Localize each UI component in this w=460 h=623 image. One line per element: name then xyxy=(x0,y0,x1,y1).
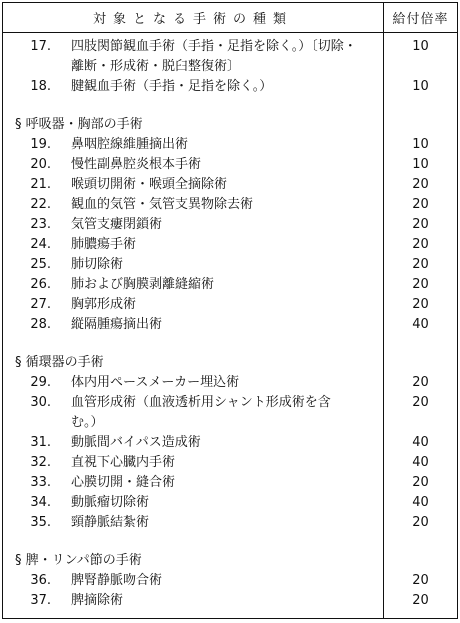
row-number: 18. xyxy=(30,79,51,94)
row-benefit-rate: 20 xyxy=(412,573,429,588)
row-description xyxy=(3,155,384,175)
row-benefit-rate: 20 xyxy=(412,395,429,410)
table-row xyxy=(3,571,457,591)
row-description xyxy=(3,433,384,453)
row-description xyxy=(3,591,384,611)
row-benefit-rate: 20 xyxy=(412,257,429,272)
table-row xyxy=(3,37,457,77)
row-label xyxy=(71,235,384,255)
row-label-line: 観血的気管・気管支異物除去術 xyxy=(71,197,254,212)
row-number: 32. xyxy=(30,455,51,470)
section-gap xyxy=(3,97,457,115)
row-label xyxy=(71,591,384,611)
row-label xyxy=(71,493,384,513)
row-benefit-rate: 10 xyxy=(412,39,429,54)
row-description xyxy=(3,473,384,493)
row-description xyxy=(3,373,384,393)
row-description xyxy=(3,275,384,295)
row-label-line: 喉頭切開術・喉頭全摘除術 xyxy=(71,177,228,192)
row-benefit-rate: 20 xyxy=(412,197,429,212)
section-title: § 呼吸器・胸部の手術 xyxy=(15,117,143,132)
row-number: 25. xyxy=(30,257,51,272)
row-label-line: 離断・形成術・脱臼整復術〕 xyxy=(71,59,241,74)
row-label-line: 肺および胸膜剥離縫縮術 xyxy=(71,277,215,292)
row-label xyxy=(71,453,384,473)
row-label-line: 四肢関節観血手術（手指・足指を除く。）〔切除・ xyxy=(71,39,357,54)
row-benefit-rate: 40 xyxy=(412,455,429,470)
row-description xyxy=(3,513,384,533)
row-benefit-rate: 20 xyxy=(412,237,429,252)
row-description xyxy=(3,135,384,155)
table-row xyxy=(3,513,457,533)
row-label xyxy=(71,433,384,453)
table-row xyxy=(3,255,457,275)
row-label-line: 血管形成術（血液透析用シャント形成術を含 xyxy=(71,395,331,410)
table-row xyxy=(3,155,457,175)
section-gap xyxy=(3,533,457,551)
row-label xyxy=(71,37,384,77)
row-number: 33. xyxy=(30,475,51,490)
row-description xyxy=(3,295,384,315)
row-description xyxy=(3,215,384,235)
row-number: 34. xyxy=(30,495,51,510)
row-number: 20. xyxy=(30,157,51,172)
section-title: § 脾・リンパ節の手術 xyxy=(15,553,142,568)
table-body xyxy=(3,33,457,611)
row-benefit-rate: 40 xyxy=(412,495,429,510)
table-row xyxy=(3,77,457,97)
column-divider xyxy=(383,32,384,618)
row-label-line: 体内用ペースメーカー埋込術 xyxy=(71,375,240,390)
table-header xyxy=(3,3,457,33)
row-benefit-rate: 20 xyxy=(412,593,429,608)
row-label xyxy=(71,513,384,533)
table-row xyxy=(3,591,457,611)
row-label-line: 慢性副鼻腔炎根本手術 xyxy=(71,157,202,172)
row-label-line: 鼻咽腔線維腫摘出術 xyxy=(71,137,189,152)
table-row xyxy=(3,235,457,255)
row-label xyxy=(71,571,384,591)
row-number: 35. xyxy=(30,515,51,530)
table-row xyxy=(3,315,457,335)
table-row xyxy=(3,373,457,393)
row-description xyxy=(3,195,384,215)
row-label xyxy=(71,473,384,493)
row-number: 36. xyxy=(30,573,51,588)
row-description xyxy=(3,175,384,195)
row-label-line: 直視下心臓内手術 xyxy=(71,455,176,470)
row-number: 22. xyxy=(30,197,51,212)
row-label xyxy=(71,175,384,195)
row-number: 17. xyxy=(30,39,51,54)
table-row xyxy=(3,453,457,473)
row-description xyxy=(3,255,384,275)
row-description xyxy=(3,571,384,591)
row-description xyxy=(3,493,384,513)
row-number: 37. xyxy=(30,593,51,608)
surgery-table xyxy=(2,2,458,619)
row-benefit-rate: 20 xyxy=(412,375,429,390)
section-gap xyxy=(3,335,457,353)
row-label xyxy=(71,393,384,433)
row-label-line: 頸静脈結紮術 xyxy=(71,515,150,530)
row-label-line: 肺膿瘍手術 xyxy=(71,237,137,252)
row-description xyxy=(3,453,384,473)
row-benefit-rate: 20 xyxy=(412,475,429,490)
row-number: 21. xyxy=(30,177,51,192)
row-description xyxy=(3,77,384,97)
row-label-line: 動脈間バイパス造成術 xyxy=(71,435,201,450)
row-label xyxy=(71,255,384,275)
section-heading xyxy=(3,353,457,373)
row-number: 19. xyxy=(30,137,51,152)
row-label xyxy=(71,77,384,97)
row-label xyxy=(71,373,384,393)
section-heading xyxy=(3,115,457,135)
table-row xyxy=(3,493,457,513)
row-label xyxy=(71,195,384,215)
row-label xyxy=(71,215,384,235)
table-row xyxy=(3,135,457,155)
row-label xyxy=(71,155,384,175)
header-surgery-type: 対象となる手術の種類 xyxy=(92,12,293,27)
row-label-line: む。） xyxy=(71,415,104,430)
row-description xyxy=(3,37,384,77)
row-number: 28. xyxy=(30,317,51,332)
row-benefit-rate: 40 xyxy=(412,435,429,450)
row-benefit-rate: 20 xyxy=(412,177,429,192)
row-benefit-rate: 20 xyxy=(412,277,429,292)
header-benefit-rate: 給付倍率 xyxy=(383,3,457,32)
row-benefit-rate: 20 xyxy=(412,515,429,530)
table-row xyxy=(3,195,457,215)
table-row xyxy=(3,295,457,315)
row-number: 29. xyxy=(30,375,51,390)
section-heading xyxy=(3,551,457,571)
row-number: 23. xyxy=(30,217,51,232)
table-row xyxy=(3,275,457,295)
row-benefit-rate: 10 xyxy=(412,157,429,172)
row-label xyxy=(71,295,384,315)
row-benefit-rate: 10 xyxy=(412,79,429,94)
table-row xyxy=(3,473,457,493)
table-row xyxy=(3,215,457,235)
row-label-line: 動脈瘤切除術 xyxy=(71,495,150,510)
row-benefit-rate: 20 xyxy=(412,217,429,232)
row-label-line: 脾摘除術 xyxy=(71,593,124,608)
row-label-line: 縦隔腫瘍摘出術 xyxy=(71,317,163,332)
row-label-line: 腱観血手術（手指・足指を除く。） xyxy=(71,79,273,94)
row-label-line: 気管支瘻閉鎖術 xyxy=(71,217,163,232)
row-number: 30. xyxy=(30,395,51,410)
row-benefit-rate: 20 xyxy=(412,297,429,312)
row-label-line: 脾腎静脈吻合術 xyxy=(71,573,163,588)
table-row xyxy=(3,393,457,433)
table-row xyxy=(3,433,457,453)
section-title: § 循環器の手術 xyxy=(15,355,104,370)
row-label-line: 肺切除術 xyxy=(71,257,124,272)
row-benefit-rate: 10 xyxy=(412,137,429,152)
row-label xyxy=(71,315,384,335)
table-row xyxy=(3,175,457,195)
row-description xyxy=(3,315,384,335)
row-description xyxy=(3,235,384,255)
row-number: 26. xyxy=(30,277,51,292)
row-description xyxy=(3,393,384,433)
row-number: 24. xyxy=(30,237,51,252)
row-label-line: 胸郭形成術 xyxy=(71,297,137,312)
row-label xyxy=(71,135,384,155)
row-label-line: 心膜切開・縫合術 xyxy=(71,475,176,490)
row-number: 27. xyxy=(30,297,51,312)
row-label xyxy=(71,275,384,295)
row-benefit-rate: 40 xyxy=(412,317,429,332)
row-number: 31. xyxy=(30,435,51,450)
